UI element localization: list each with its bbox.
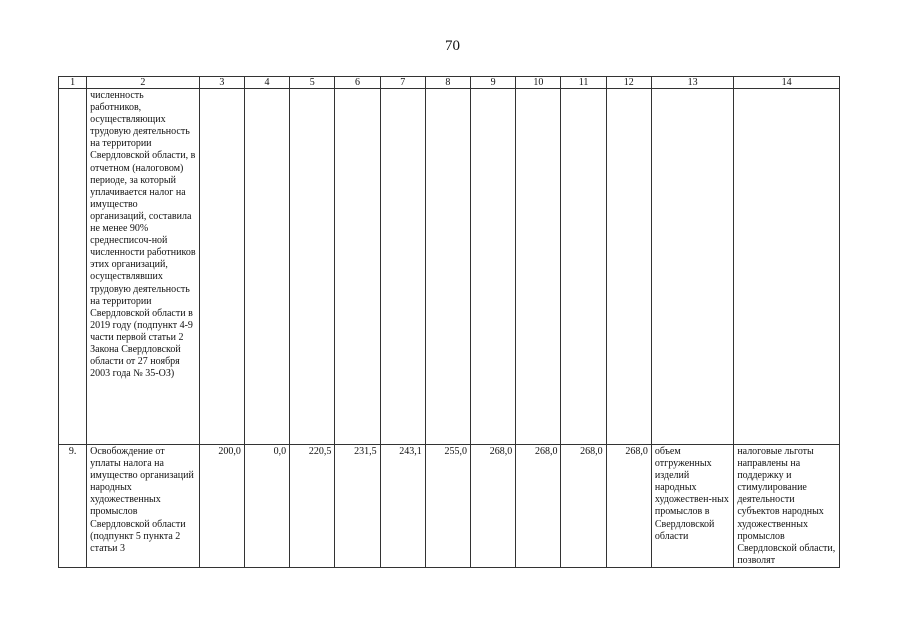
value-cell xyxy=(516,89,561,445)
value-cell: 200,0 xyxy=(199,445,244,568)
note-cell xyxy=(734,445,840,568)
column-header: 6 xyxy=(335,77,380,89)
value-cell xyxy=(244,89,289,445)
column-header: 4 xyxy=(244,77,289,89)
value-cell xyxy=(425,89,470,445)
data-table xyxy=(58,76,840,568)
value-cell: 231,5 xyxy=(335,445,380,568)
value-cell: 268,0 xyxy=(516,445,561,568)
column-header: 3 xyxy=(199,77,244,89)
row-index xyxy=(59,89,87,445)
table-row xyxy=(59,445,840,568)
row-name-text: Освобождение от уплаты налога на имущество организаций народных художественных промыслов Свердловской области (подпункт 5 пункта 2 статьи 3 xyxy=(90,446,194,554)
column-header: 8 xyxy=(425,77,470,89)
note-text: налоговые льготы направлены на поддержку и стимулирование деятельности субъектов народных художественных промыслов Свердловской области, позволят xyxy=(737,446,836,565)
column-header: 11 xyxy=(561,77,606,89)
value-cell: 243,1 xyxy=(380,445,425,568)
column-header: 7 xyxy=(380,77,425,89)
column-header: 14 xyxy=(734,77,840,89)
value-cell xyxy=(199,89,244,445)
row-name: численность работников, осуществляющих трудовую деятельность на территории Свердловской области, в отчетном (налоговом) периоде, за который уплачивается налог на имущество организаций, составила не менее 90% среднесписоч-ной численности работников этих организаций, осуществлявших трудовую деятельность на территории Свердловской области в 2019 году (подпункт 4-9 части первой статьи 2 Закона Свердловской области от 27 ноября 2003 года № 35-ОЗ) xyxy=(87,89,200,445)
value-cell: 268,0 xyxy=(471,445,516,568)
value-cell xyxy=(561,89,606,445)
row-name xyxy=(87,445,200,568)
indicator-cell xyxy=(651,89,733,445)
value-cell xyxy=(380,89,425,445)
row-index: 9. xyxy=(59,445,87,568)
indicator-text: объем отгруженных изделий народных художествен-ных промыслов в Свердловской области xyxy=(654,446,729,542)
value-cell xyxy=(335,89,380,445)
column-header: 5 xyxy=(290,77,335,89)
column-header: 1 xyxy=(59,77,87,89)
table-row xyxy=(59,89,840,445)
page-number: 70 xyxy=(445,38,460,54)
note-cell xyxy=(734,89,840,445)
value-cell: 255,0 xyxy=(425,445,470,568)
header-row xyxy=(59,77,840,89)
value-cell xyxy=(471,89,516,445)
value-cell: 220,5 xyxy=(290,445,335,568)
column-header: 10 xyxy=(516,77,561,89)
value-cell xyxy=(606,89,651,445)
indicator-cell xyxy=(651,445,733,568)
column-header: 12 xyxy=(606,77,651,89)
column-header: 13 xyxy=(651,77,733,89)
column-header: 9 xyxy=(471,77,516,89)
value-cell: 0,0 xyxy=(244,445,289,568)
value-cell: 268,0 xyxy=(561,445,606,568)
value-cell: 268,0 xyxy=(606,445,651,568)
column-header: 2 xyxy=(87,77,200,89)
value-cell xyxy=(290,89,335,445)
